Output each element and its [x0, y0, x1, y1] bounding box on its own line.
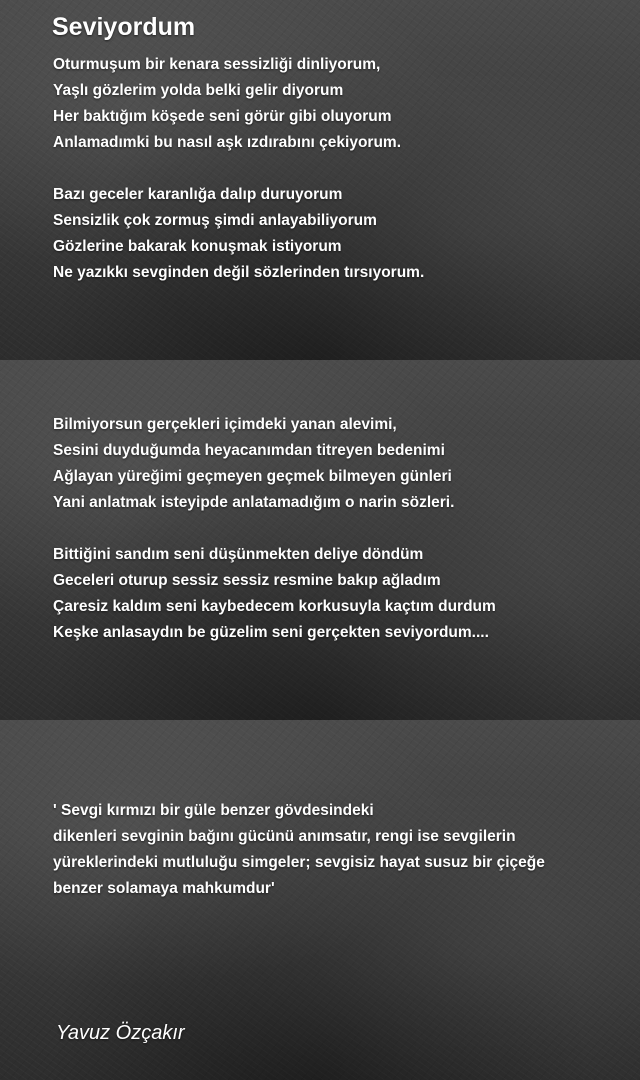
quote-line: yüreklerindeki mutluluğu simgeler; sevgisiz hayat susuz bir çiçeğe: [53, 854, 545, 871]
poem-line: Her baktığım köşede seni görür gibi oluyorum: [53, 108, 392, 125]
poem-line: Keşke anlasaydın be güzelim seni gerçekten seviyordum....: [53, 624, 489, 641]
author-name: Yavuz Özçakır: [56, 1022, 185, 1044]
quote-line: ' Sevgi kırmızı bir güle benzer gövdesindeki: [53, 802, 374, 819]
poem-line: Bilmiyorsun gerçekleri içimdeki yanan alevimi,: [53, 416, 397, 433]
poem-line: Bazı geceler karanlığa dalıp duruyorum: [53, 186, 343, 203]
stanza-3: [53, 412, 454, 516]
poem-line: Sesini duyduğumda heyacanımdan titreyen bedenimi: [53, 442, 445, 459]
poem-line: Ağlayan yüreğimi geçmeyen geçmek bilmeyen günleri: [53, 468, 452, 485]
stanza-2: [53, 182, 424, 286]
quote-stanza: [53, 798, 545, 902]
poem-line: Yaşlı gözlerim yolda belki gelir diyorum: [53, 82, 344, 99]
poem-line: Oturmuşum bir kenara sessizliği dinliyorum,: [53, 56, 381, 73]
poem-line: Yani anlatmak isteyipde anlatamadığım o narin sözleri.: [53, 494, 455, 511]
quote-line: benzer solamaya mahkumdur': [53, 880, 275, 897]
poem-panel-1: [0, 0, 640, 360]
poem-panel-3: [0, 720, 640, 1080]
poem-line: Bittiğini sandım seni düşünmekten deliye döndüm: [53, 546, 424, 563]
quote-line: dikenleri sevginin bağını gücünü anımsatır, rengi ise sevgilerin: [53, 828, 516, 845]
poem-line: Çaresiz kaldım seni kaybedecem korkusuyla kaçtım durdum: [53, 598, 496, 615]
poem-line: Sensizlik çok zormuş şimdi anlayabiliyorum: [53, 212, 377, 229]
poem-line: Gözlerine bakarak konuşmak istiyorum: [53, 238, 342, 255]
poem-line: Ne yazıkkı sevginden değil sözlerinden tırsıyorum.: [53, 264, 425, 281]
poem-title: Seviyordum: [52, 13, 196, 41]
poem-line: Geceleri oturup sessiz sessiz resmine bakıp ağladım: [53, 572, 441, 589]
poem-panel-2: [0, 360, 640, 720]
stanza-4: [53, 542, 496, 646]
stanza-1: [53, 52, 401, 156]
poem-line: Anlamadımki bu nasıl aşk ızdırabını çekiyorum.: [53, 134, 402, 151]
